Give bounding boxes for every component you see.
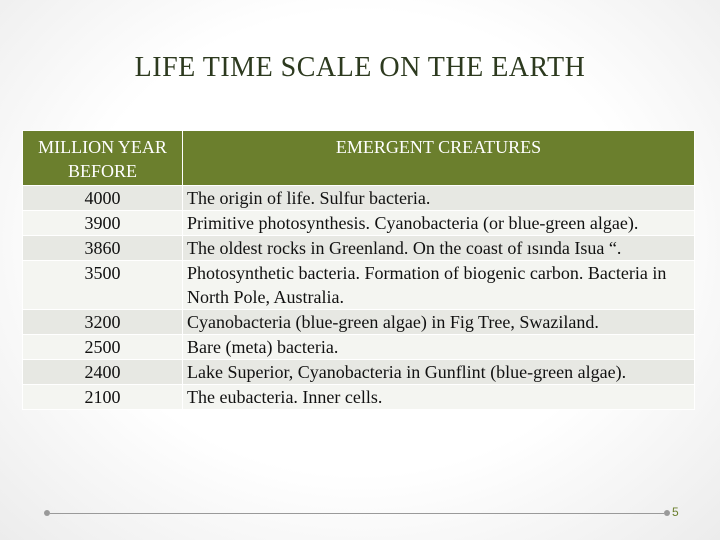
event-cell: Bare (meta) bacteria. xyxy=(183,335,695,360)
table-row xyxy=(23,186,695,211)
event-cell: The oldest rocks in Greenland. On the coast of ısında Isua “. xyxy=(183,236,695,261)
year-cell: 3860 xyxy=(23,236,183,261)
table-row xyxy=(23,360,695,385)
table-row xyxy=(23,385,695,410)
table-row xyxy=(23,261,695,310)
header-emergent-creatures: EMERGENT CREATURES xyxy=(183,131,695,186)
year-cell: 2100 xyxy=(23,385,183,410)
page-number: 5 xyxy=(672,505,679,519)
table-row xyxy=(23,211,695,236)
year-cell: 2500 xyxy=(23,335,183,360)
table-row xyxy=(23,335,695,360)
table-row xyxy=(23,310,695,335)
event-cell: Primitive photosynthesis. Cyanobacteria (or blue-green algae). xyxy=(183,211,695,236)
year-cell: 3900 xyxy=(23,211,183,236)
event-cell: The eubacteria. Inner cells. xyxy=(183,385,695,410)
table-header-row xyxy=(23,131,695,186)
event-cell: Lake Superior, Cyanobacteria in Gunflint (blue-green algae). xyxy=(183,360,695,385)
table-row xyxy=(23,236,695,261)
year-cell: 3500 xyxy=(23,261,183,310)
event-cell: Photosynthetic bacteria. Formation of biogenic carbon. Bacteria in North Pole, Australia. xyxy=(183,261,695,310)
footer-right-dot xyxy=(664,510,670,516)
slide-title: LIFE TIME SCALE ON THE EARTH xyxy=(134,52,586,83)
header-million-years: MILLION YEAR BEFORE xyxy=(23,131,183,186)
year-cell: 3200 xyxy=(23,310,183,335)
event-cell: The origin of life. Sulfur bacteria. xyxy=(183,186,695,211)
life-timescale-table xyxy=(22,130,695,410)
year-cell: 4000 xyxy=(23,186,183,211)
event-cell: Cyanobacteria (blue-green algae) in Fig Tree, Swaziland. xyxy=(183,310,695,335)
footer-divider-line xyxy=(50,513,664,514)
year-cell: 2400 xyxy=(23,360,183,385)
